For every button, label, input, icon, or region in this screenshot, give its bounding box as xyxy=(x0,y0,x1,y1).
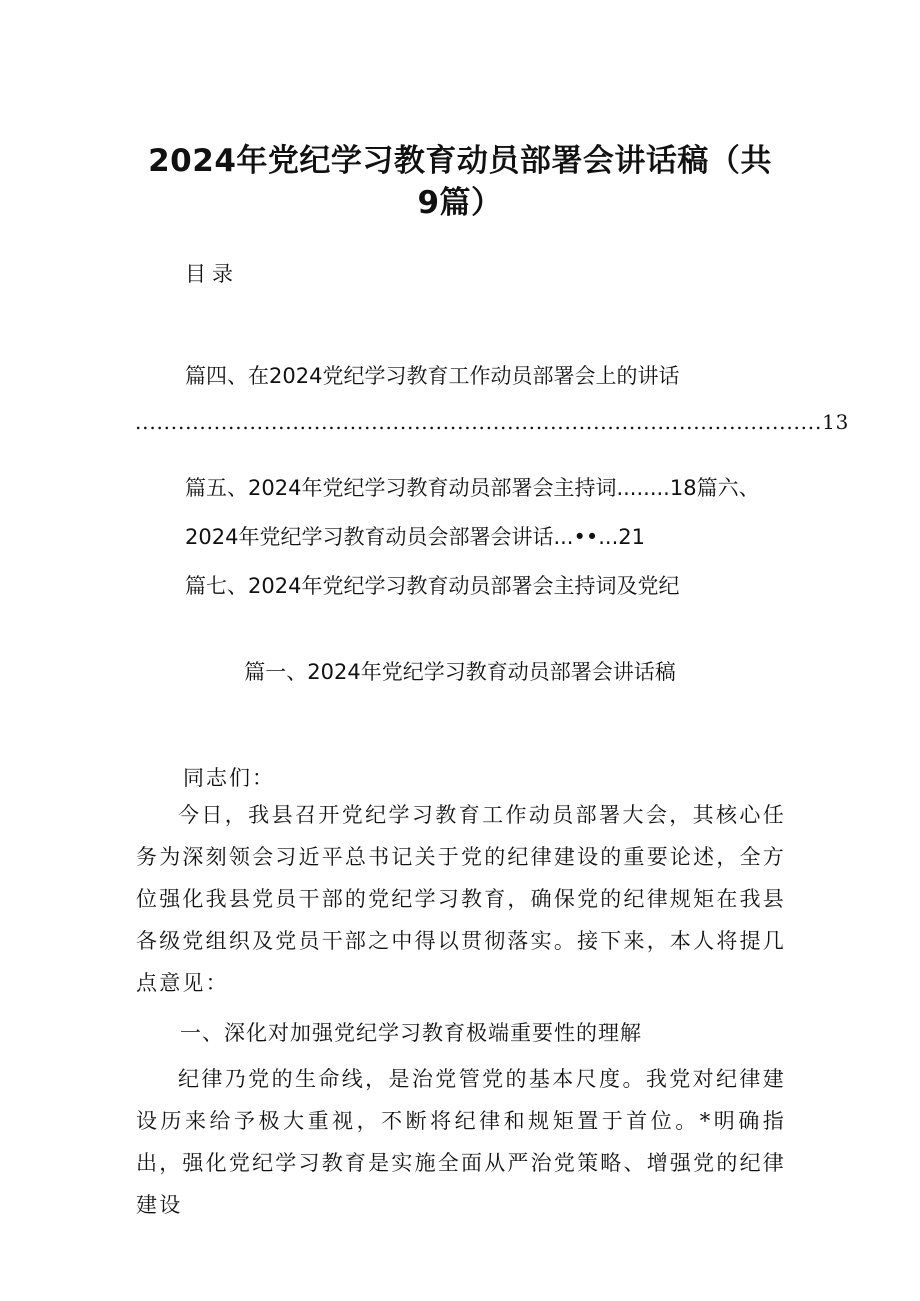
title-line-2: 9篇） xyxy=(417,185,503,221)
toc-heading: 目录 xyxy=(185,262,239,286)
document-title xyxy=(130,140,790,224)
heading-1: 一、深化对加强党纪学习教育极端重要性的理解 xyxy=(180,1021,642,1045)
title-line-1: 2024年党纪学习教育动员部署会讲话稿（共 xyxy=(148,143,772,179)
toc-item-6-continued[interactable]: 2024年党纪学习教育动员会部署会讲话...••...21 xyxy=(185,525,645,549)
toc-item-7[interactable]: 篇七、2024年党纪学习教育动员部署会主持词及党纪 xyxy=(185,574,680,598)
paragraph-2: 纪律乃党的生命线，是治党管党的基本尺度。我党对纪律建设历来给予极大重视，不断将纪律和规矩置于首位。*明确指出，强化党纪学习教育是实施全面从严治党策略、增强党的纪律建设 xyxy=(136,1067,786,1217)
toc-item-5-6[interactable]: 篇五、2024年党纪学习教育动员部署会主持词........18篇六、 xyxy=(185,476,760,500)
greeting: 同志们： xyxy=(183,766,275,790)
section-title: 篇一、2024年党纪学习教育动员部署会讲话稿 xyxy=(244,660,676,684)
toc-item-4-leader: ................................................................................................13 xyxy=(135,410,850,434)
toc-item-4[interactable]: 篇四、在2024党纪学习教育工作动员部署会上的讲话 xyxy=(185,364,680,388)
paragraph-1: 今日，我县召开党纪学习教育工作动员部署大会，其核心任务为深刻领会习近平总书记关于党的纪律建设的重要论述，全方位强化我县党员干部的党纪学习教育，确保党的纪律规矩在我县各级党组织及党员干部之中得以贯彻落实。接下来，本人将提几点意见： xyxy=(136,803,786,995)
